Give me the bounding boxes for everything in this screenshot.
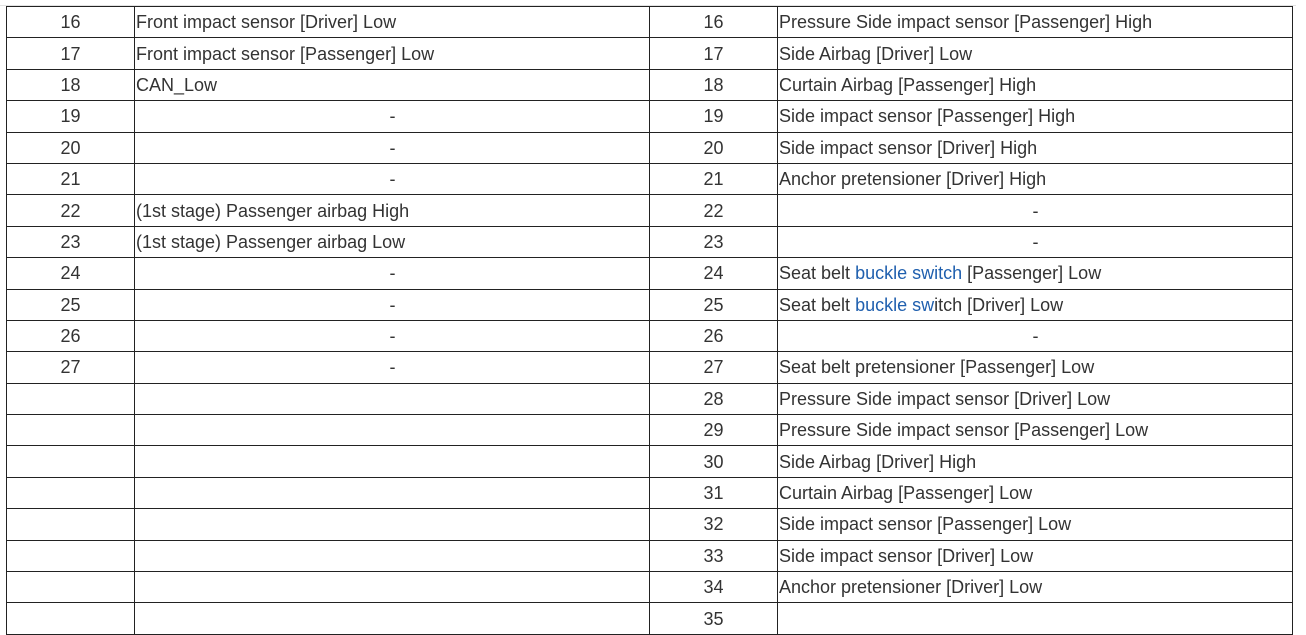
left-pin-number: 17 xyxy=(7,38,135,69)
table-row xyxy=(7,69,1293,100)
right-pin-description: Side Airbag [Driver] High xyxy=(778,446,1293,477)
right-pin-description xyxy=(778,603,1293,634)
right-pin-description: Curtain Airbag [Passenger] High xyxy=(778,69,1293,100)
right-pin-description: Pressure Side impact sensor [Passenger] Low xyxy=(778,415,1293,446)
left-pin-description: Front impact sensor [Passenger] Low xyxy=(135,38,650,69)
left-pin-description: - xyxy=(135,132,650,163)
left-pin-number xyxy=(7,383,135,414)
table-row xyxy=(7,477,1293,508)
left-pin-number xyxy=(7,446,135,477)
left-pin-number: 22 xyxy=(7,195,135,226)
right-pin-description: Side impact sensor [Driver] High xyxy=(778,132,1293,163)
table-row xyxy=(7,163,1293,194)
left-pin-description: (1st stage) Passenger airbag High xyxy=(135,195,650,226)
right-pin-description xyxy=(778,258,1293,289)
right-pin-description: Seat belt pretensioner [Passenger] Low xyxy=(778,352,1293,383)
right-pin-number: 35 xyxy=(650,603,778,634)
right-pin-description: Curtain Airbag [Passenger] Low xyxy=(778,477,1293,508)
table-row xyxy=(7,540,1293,571)
left-pin-description xyxy=(135,477,650,508)
left-pin-number: 20 xyxy=(7,132,135,163)
right-page-edge xyxy=(1296,0,1306,617)
right-pin-number: 23 xyxy=(650,226,778,257)
left-pin-number: 26 xyxy=(7,320,135,351)
left-pin-number xyxy=(7,572,135,603)
table-row xyxy=(7,383,1293,414)
right-pin-description: Anchor pretensioner [Driver] Low xyxy=(778,572,1293,603)
left-pin-description: (1st stage) Passenger airbag Low xyxy=(135,226,650,257)
right-pin-description: - xyxy=(778,195,1293,226)
right-pin-description: Pressure Side impact sensor [Driver] Low xyxy=(778,383,1293,414)
table-row xyxy=(7,101,1293,132)
table-row xyxy=(7,195,1293,226)
table-row xyxy=(7,352,1293,383)
description-text: Seat belt xyxy=(779,263,856,284)
left-pin-number: 16 xyxy=(7,7,135,38)
table-row xyxy=(7,415,1293,446)
right-pin-description: Pressure Side impact sensor [Passenger] High xyxy=(778,7,1293,38)
connector-pin-table xyxy=(6,6,1293,635)
left-pin-number: 24 xyxy=(7,258,135,289)
buckle-switch-link[interactable]: buckle sw xyxy=(855,294,935,315)
left-pin-description xyxy=(135,540,650,571)
right-pin-number: 20 xyxy=(650,132,778,163)
left-pin-number: 25 xyxy=(7,289,135,320)
left-pin-description xyxy=(135,509,650,540)
description-text: itch [Driver] Low xyxy=(934,294,1064,315)
left-pin-description xyxy=(135,383,650,414)
right-pin-number: 22 xyxy=(650,195,778,226)
right-pin-description: - xyxy=(778,320,1293,351)
buckle-switch-link[interactable]: buckle switch xyxy=(855,263,963,284)
right-pin-description: - xyxy=(778,226,1293,257)
table-row xyxy=(7,446,1293,477)
left-pin-number: 18 xyxy=(7,69,135,100)
right-pin-number: 29 xyxy=(650,415,778,446)
left-pin-number xyxy=(7,509,135,540)
table-row xyxy=(7,320,1293,351)
table-row xyxy=(7,7,1293,38)
right-pin-number: 34 xyxy=(650,572,778,603)
left-pin-description: Front impact sensor [Driver] Low xyxy=(135,7,650,38)
right-pin-number: 33 xyxy=(650,540,778,571)
table-row xyxy=(7,509,1293,540)
left-pin-description: - xyxy=(135,258,650,289)
connector-pin-table-wrapper xyxy=(6,6,1292,635)
table-row xyxy=(7,258,1293,289)
left-pin-number: 23 xyxy=(7,226,135,257)
left-pin-number xyxy=(7,415,135,446)
table-row xyxy=(7,132,1293,163)
right-pin-description xyxy=(778,289,1293,320)
right-pin-number: 28 xyxy=(650,383,778,414)
right-pin-number: 25 xyxy=(650,289,778,320)
description-text: Seat belt xyxy=(779,294,856,315)
left-pin-description: - xyxy=(135,101,650,132)
left-pin-description: - xyxy=(135,289,650,320)
left-pin-description: - xyxy=(135,352,650,383)
table-row xyxy=(7,226,1293,257)
left-pin-number xyxy=(7,603,135,634)
table-row xyxy=(7,289,1293,320)
left-pin-description xyxy=(135,446,650,477)
table-row xyxy=(7,603,1293,634)
left-pin-number: 21 xyxy=(7,163,135,194)
right-pin-description: Anchor pretensioner [Driver] High xyxy=(778,163,1293,194)
right-pin-number: 24 xyxy=(650,258,778,289)
left-pin-description: - xyxy=(135,320,650,351)
left-pin-description: - xyxy=(135,163,650,194)
left-pin-number xyxy=(7,477,135,508)
right-pin-number: 19 xyxy=(650,101,778,132)
left-pin-description xyxy=(135,415,650,446)
left-pin-description: CAN_Low xyxy=(135,69,650,100)
left-pin-number: 19 xyxy=(7,101,135,132)
pin-table-body xyxy=(7,7,1293,635)
right-pin-number: 27 xyxy=(650,352,778,383)
left-pin-number: 27 xyxy=(7,352,135,383)
left-pin-description xyxy=(135,603,650,634)
right-pin-description: Side Airbag [Driver] Low xyxy=(778,38,1293,69)
left-pin-description xyxy=(135,572,650,603)
right-pin-number: 31 xyxy=(650,477,778,508)
right-pin-number: 16 xyxy=(650,7,778,38)
right-pin-number: 18 xyxy=(650,69,778,100)
right-pin-number: 30 xyxy=(650,446,778,477)
right-pin-number: 26 xyxy=(650,320,778,351)
table-row xyxy=(7,38,1293,69)
right-pin-description: Side impact sensor [Passenger] High xyxy=(778,101,1293,132)
right-pin-description: Side impact sensor [Driver] Low xyxy=(778,540,1293,571)
left-pin-number xyxy=(7,540,135,571)
table-row xyxy=(7,572,1293,603)
description-text: [Passenger] Low xyxy=(962,263,1102,284)
right-pin-number: 17 xyxy=(650,38,778,69)
right-pin-number: 32 xyxy=(650,509,778,540)
right-pin-number: 21 xyxy=(650,163,778,194)
right-pin-description: Side impact sensor [Passenger] Low xyxy=(778,509,1293,540)
